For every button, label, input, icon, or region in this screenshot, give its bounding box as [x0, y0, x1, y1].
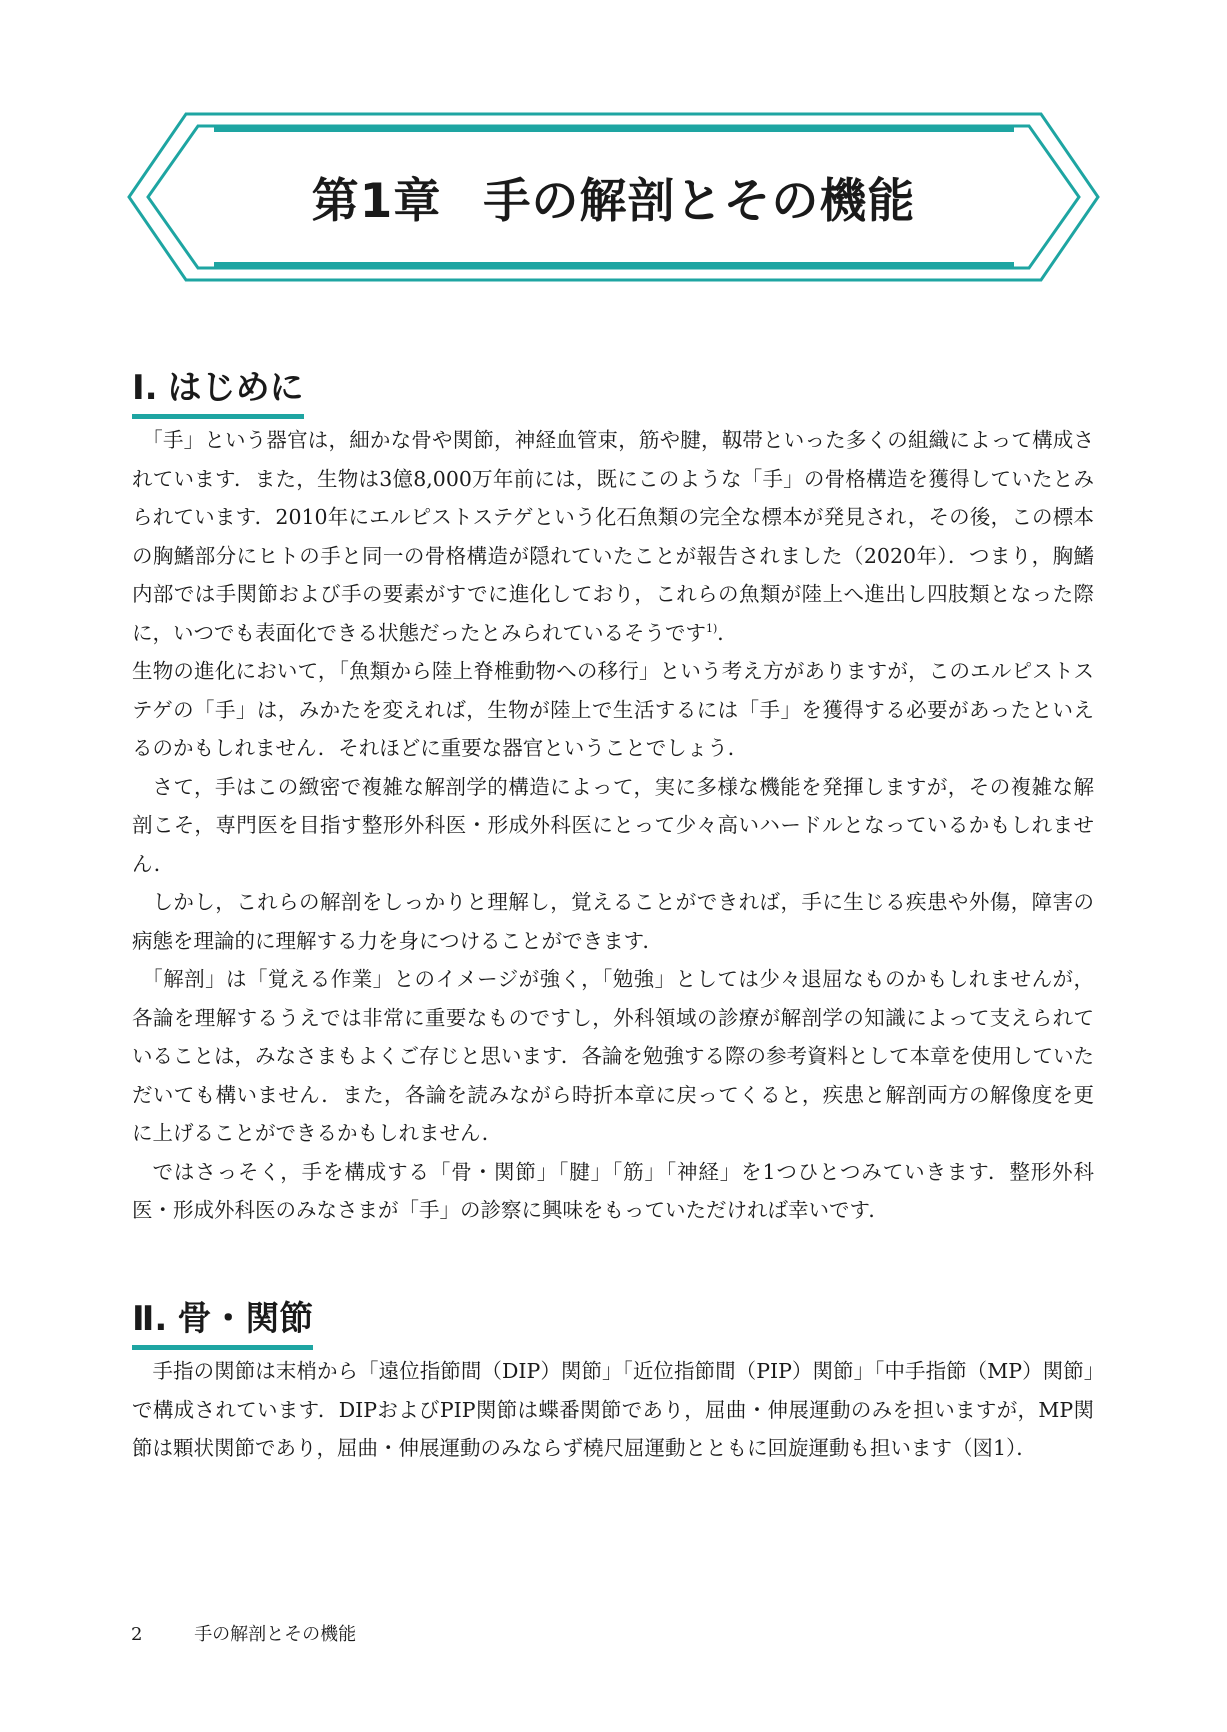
- section-title: 骨・関節: [177, 1299, 314, 1339]
- section-number: Ⅰ.: [132, 368, 158, 408]
- chapter-banner: [126, 112, 1101, 282]
- chapter-number: 第1章: [311, 173, 442, 229]
- paragraph: さて，手はこの緻密で複雑な解剖学的構造によって，実に多様な機能を発揮しますが，その複雑な解剖こそ，専門医を目指す整形外科医・形成外科医にとって少々高いハードルとなっているかもしれません．: [132, 774, 1094, 876]
- chapter-title-text: 手の解剖とその機能: [483, 173, 916, 229]
- paragraph: 生物の進化において，「魚類から陸上脊椎動物への移行」という考え方がありますが，このエルピストステゲの「手」は，みかたを変えれば，生物が陸上で生活するには「手」を獲得する必要があったといえるのかもしれません．それほどに重要な器官ということでしょう．: [132, 659, 1094, 760]
- footnote-reference: 1): [706, 621, 718, 635]
- section-heading-introduction: [132, 366, 304, 419]
- paragraph: 「手」という器官は，細かな骨や関節，神経血管束，筋や腱，靱帯といった多くの組織によって構成されています．また，生物は3億8,000万年前には，既にこのような「手」の骨格構造を獲得していたとみられています．2010年にエルピストステゲという化石魚類の完全な標本が発見され，その後，この標本の胸鰭部分にヒトの手と同一の骨格構造が隠れていたことが報告されました（2020年）．つまり，胸鰭内部では手関節および手の要素がすでに進化しており，これらの魚類が陸上へ進出し四肢類となった際に，いつでも表面化できる状態だったとみられているそうです$^{1)}$．: [132, 428, 1094, 645]
- paragraph: 「解剖」は「覚える作業」とのイメージが強く，「勉強」としては少々退屈なものかもしれませんが，各論を理解するうえでは非常に重要なものですし，外科領域の診療が解剖学の知識によって支えられていることは，みなさまもよくご存じと思います．各論を勉強する際の参考資料として本章を使用していただいても構いません．また，各論を読みながら時折本章に戻ってくると，疾患と解剖両方の解像度を更に上げることができるかもしれません．: [132, 967, 1094, 1145]
- section-body-bones-joints: [132, 1352, 1094, 1468]
- section-body-introduction: [132, 421, 1094, 1230]
- paragraph: しかし，これらの解剖をしっかりと理解し，覚えることができれば，手に生じる疾患や外傷，障害の病態を理論的に理解する力を身につけることができます．: [132, 890, 1094, 953]
- section-title: はじめに: [167, 368, 304, 408]
- section-number: Ⅱ.: [132, 1299, 168, 1339]
- chapter-title: [126, 112, 1101, 282]
- running-title: 手の解剖とその機能: [194, 1624, 357, 1645]
- paragraph: ではさっそく，手を構成する「骨・関節」「腱」「筋」「神経」を1つひとつみていきます．整形外科医・形成外科医のみなさまが「手」の診察に興味をもっていただければ幸いです．: [132, 1159, 1094, 1222]
- section-heading-bones-joints: [132, 1297, 313, 1350]
- paragraph: 手指の関節は末梢から「遠位指節間（DIP）関節」「近位指節間（PIP）関節」「中手指節（MP）関節」で構成されています．DIPおよびPIP関節は蝶番関節であり，屈曲・伸展運動のみを担いますが，MP関節は顆状関節であり，屈曲・伸展運動のみならず橈尺屈運動とともに回旋運動も担います（図1）．: [132, 1359, 1094, 1460]
- page-number: 2: [131, 1624, 143, 1645]
- page-footer: [131, 1620, 356, 1646]
